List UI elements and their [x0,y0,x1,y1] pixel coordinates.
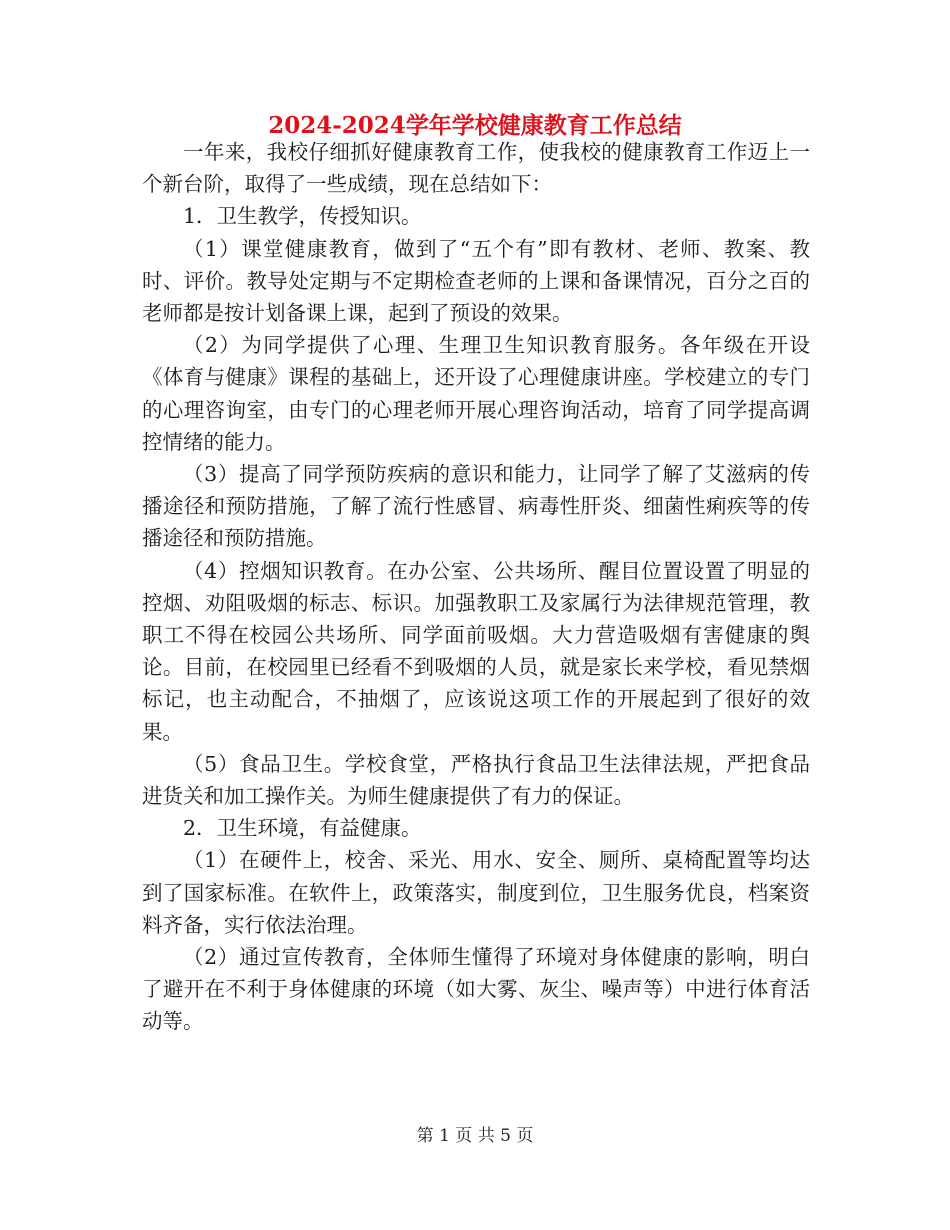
paragraph-1-3: （3）提高了同学预防疾病的意识和能力，让同学了解了艾滋病的传播途径和预防措施，了解了流行性感冒、病毒性肝炎、细菌性痢疾等的传播途径和预防措施。 [142,462,810,551]
paragraph-1-4: （4）控烟知识教育。在办公室、公共场所、醒目位置设置了明显的控烟、劝阻吸烟的标志、标识。加强教职工及家属行为法律规范管理，教职工不得在校园公共场所、同学面前吸烟。大力营造吸烟有害健康的舆论。目前，在校园里已经看不到吸烟的人员，就是家长来学校，看见禁烟标记，也主动配合，不抽烟了，应该说这项工作的开展起到了很好的效果。 [142,558,810,744]
section-heading-2: 2．卫生环境，有益健康。 [183,816,422,841]
paragraph-2-2: （2）通过宣传教育，全体师生懂得了环境对身体健康的影响，明白了避开在不利于身体健康的环境（如大雾、灰尘、噪声等）中进行体育活动等。 [142,945,810,1034]
document-body [142,136,810,1038]
paragraph-1-2: （2）为同学提供了心理、生理卫生知识教育服务。各年级在开设《体育与健康》课程的基础上，还开设了心理健康讲座。学校建立的专门的心理咨询室，由专门的心理老师开展心理咨询活动，培育了同学提高调控情绪的能力。 [142,333,810,454]
section-heading-1: 1．卫生教学，传授知识。 [183,204,422,229]
document-title: 2024-2024学年学校健康教育工作总结 [268,112,682,139]
paragraph-1-1: （1）课堂健康教育，做到了“五个有”即有教材、老师、教案、教时、评价。教导处定期与不定期检查老师的上课和备课情况，百分之百的老师都是按计划备课上课，起到了预设的效果。 [142,236,810,326]
paragraph-intro: 一年来，我校仔细抓好健康教育工作，使我校的健康教育工作迈上一个新台阶，取得了一些成绩，现在总结如下： [142,140,810,197]
paragraph-2-1: （1）在硬件上，校舍、采光、用水、安全、厕所、桌椅配置等均达到了国家标准。在软件上，政策落实，制度到位，卫生服务优良，档案资料齐备，实行依法治理。 [142,848,810,937]
page-footer: 第 1 页 共 5 页 [416,1126,534,1146]
paragraph-1-5: （5）食品卫生。学校食堂，严格执行食品卫生法律法规，严把食品进货关和加工操作关。为师生健康提供了有力的保证。 [142,751,810,809]
